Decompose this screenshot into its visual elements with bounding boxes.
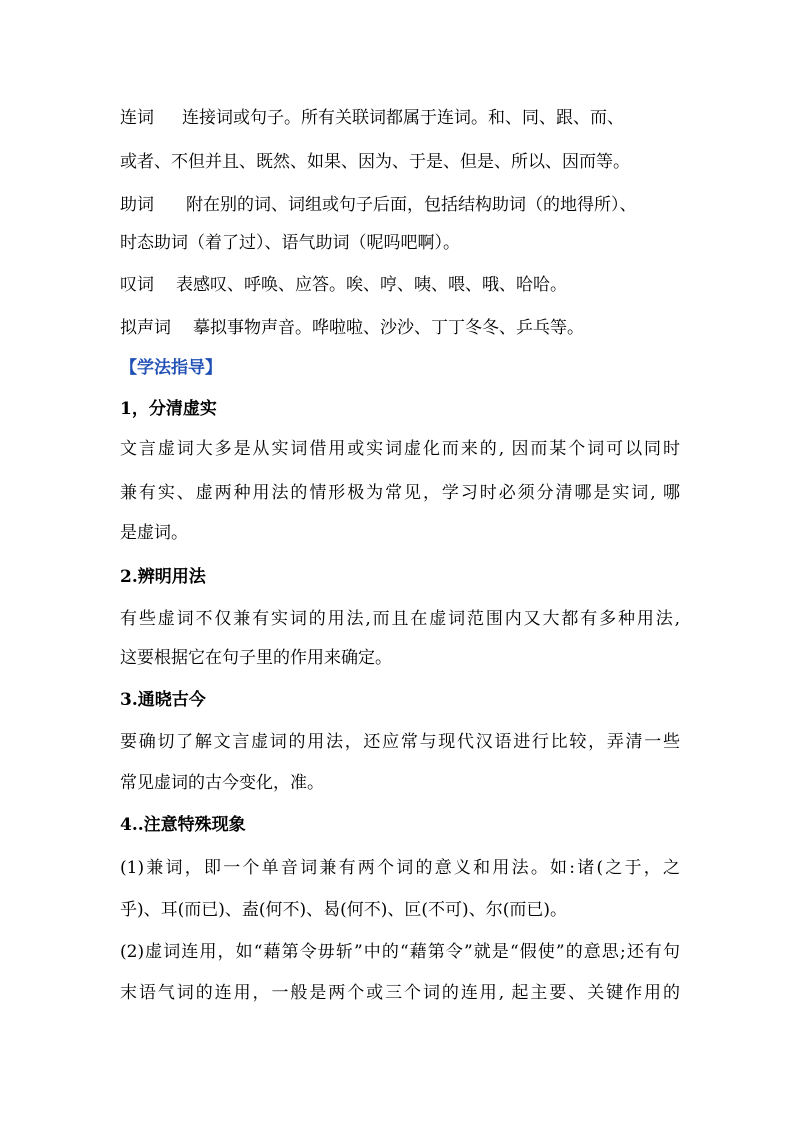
word-type-term: 助词 <box>120 195 154 215</box>
method-title: 2.辨明用法 <box>120 567 206 587</box>
word-type-desc: 附在别的词、词组或句子后面，包括结构助词（的地得所）、 <box>186 195 637 215</box>
word-type-desc: 连接词或句子。所有关联词都属于连词。和、同、跟、而、 <box>182 108 624 128</box>
word-type-desc-cont: 时态助词（着了过）、语气助词（呢吗吧啊）。 <box>120 233 460 253</box>
word-type-term: 叹词 <box>120 275 154 295</box>
method-title: 4..注意特殊现象 <box>120 815 246 835</box>
word-type-line <box>120 316 680 340</box>
method-title: 1，分清虚实 <box>120 399 217 419</box>
method-text: 文言虚词大多是从实词借用或实词虚化而来的, 因而某个词可以同时 <box>120 439 680 459</box>
method-text: 常见虚词的古今变化，准。 <box>120 773 324 793</box>
section-heading: 【学法指导】 <box>120 358 222 378</box>
method-text: 这要根据它在句子里的作用来确定。 <box>120 648 392 668</box>
word-type-desc: 摹拟事物声音。哗啦啦、沙沙、丁丁冬冬、乒乓等。 <box>193 318 584 338</box>
word-type-line <box>120 193 680 217</box>
word-type-desc: 表感叹、呼唤、应答。唉、哼、咦、喂、哦、哈哈。 <box>176 275 567 295</box>
method-text: 是虚词。 <box>120 523 188 543</box>
word-type-line <box>120 106 680 130</box>
method-text: 末语气词的连用，一般是两个或三个词的连用, 起主要、关键作用的 <box>120 983 680 1003</box>
method-text: 兼有实、虚两种用法的情形极为常见，学习时必须分清哪是实词, 哪 <box>120 483 680 503</box>
method-text: 乎)、耳(而已)、盍(何不)、曷(何不)、叵(不可)、尔(而已)。 <box>120 900 567 920</box>
word-type-term: 拟声词 <box>120 318 171 338</box>
method-text: (2)虚词连用，如“藉第令毋斩”中的“藉第令”就是“假使”的意思;还有句 <box>120 942 680 962</box>
word-type-desc-cont: 或者、不但并且、既然、如果、因为、于是、但是、所以、因而等。 <box>120 152 630 172</box>
method-text: 有些虚词不仅兼有实词的用法,而且在虚词范围内又大都有多种用法, <box>120 609 680 629</box>
method-title: 3.通晓古今 <box>120 690 206 710</box>
method-text: 要确切了解文言虚词的用法，还应常与现代汉语进行比较，弄清一些 <box>120 732 680 752</box>
word-type-line <box>120 273 680 297</box>
word-type-term: 连词 <box>120 108 154 128</box>
method-text: (1)兼词，即一个单音词兼有两个词的意义和用法。如:诸(之于，之 <box>120 858 680 878</box>
